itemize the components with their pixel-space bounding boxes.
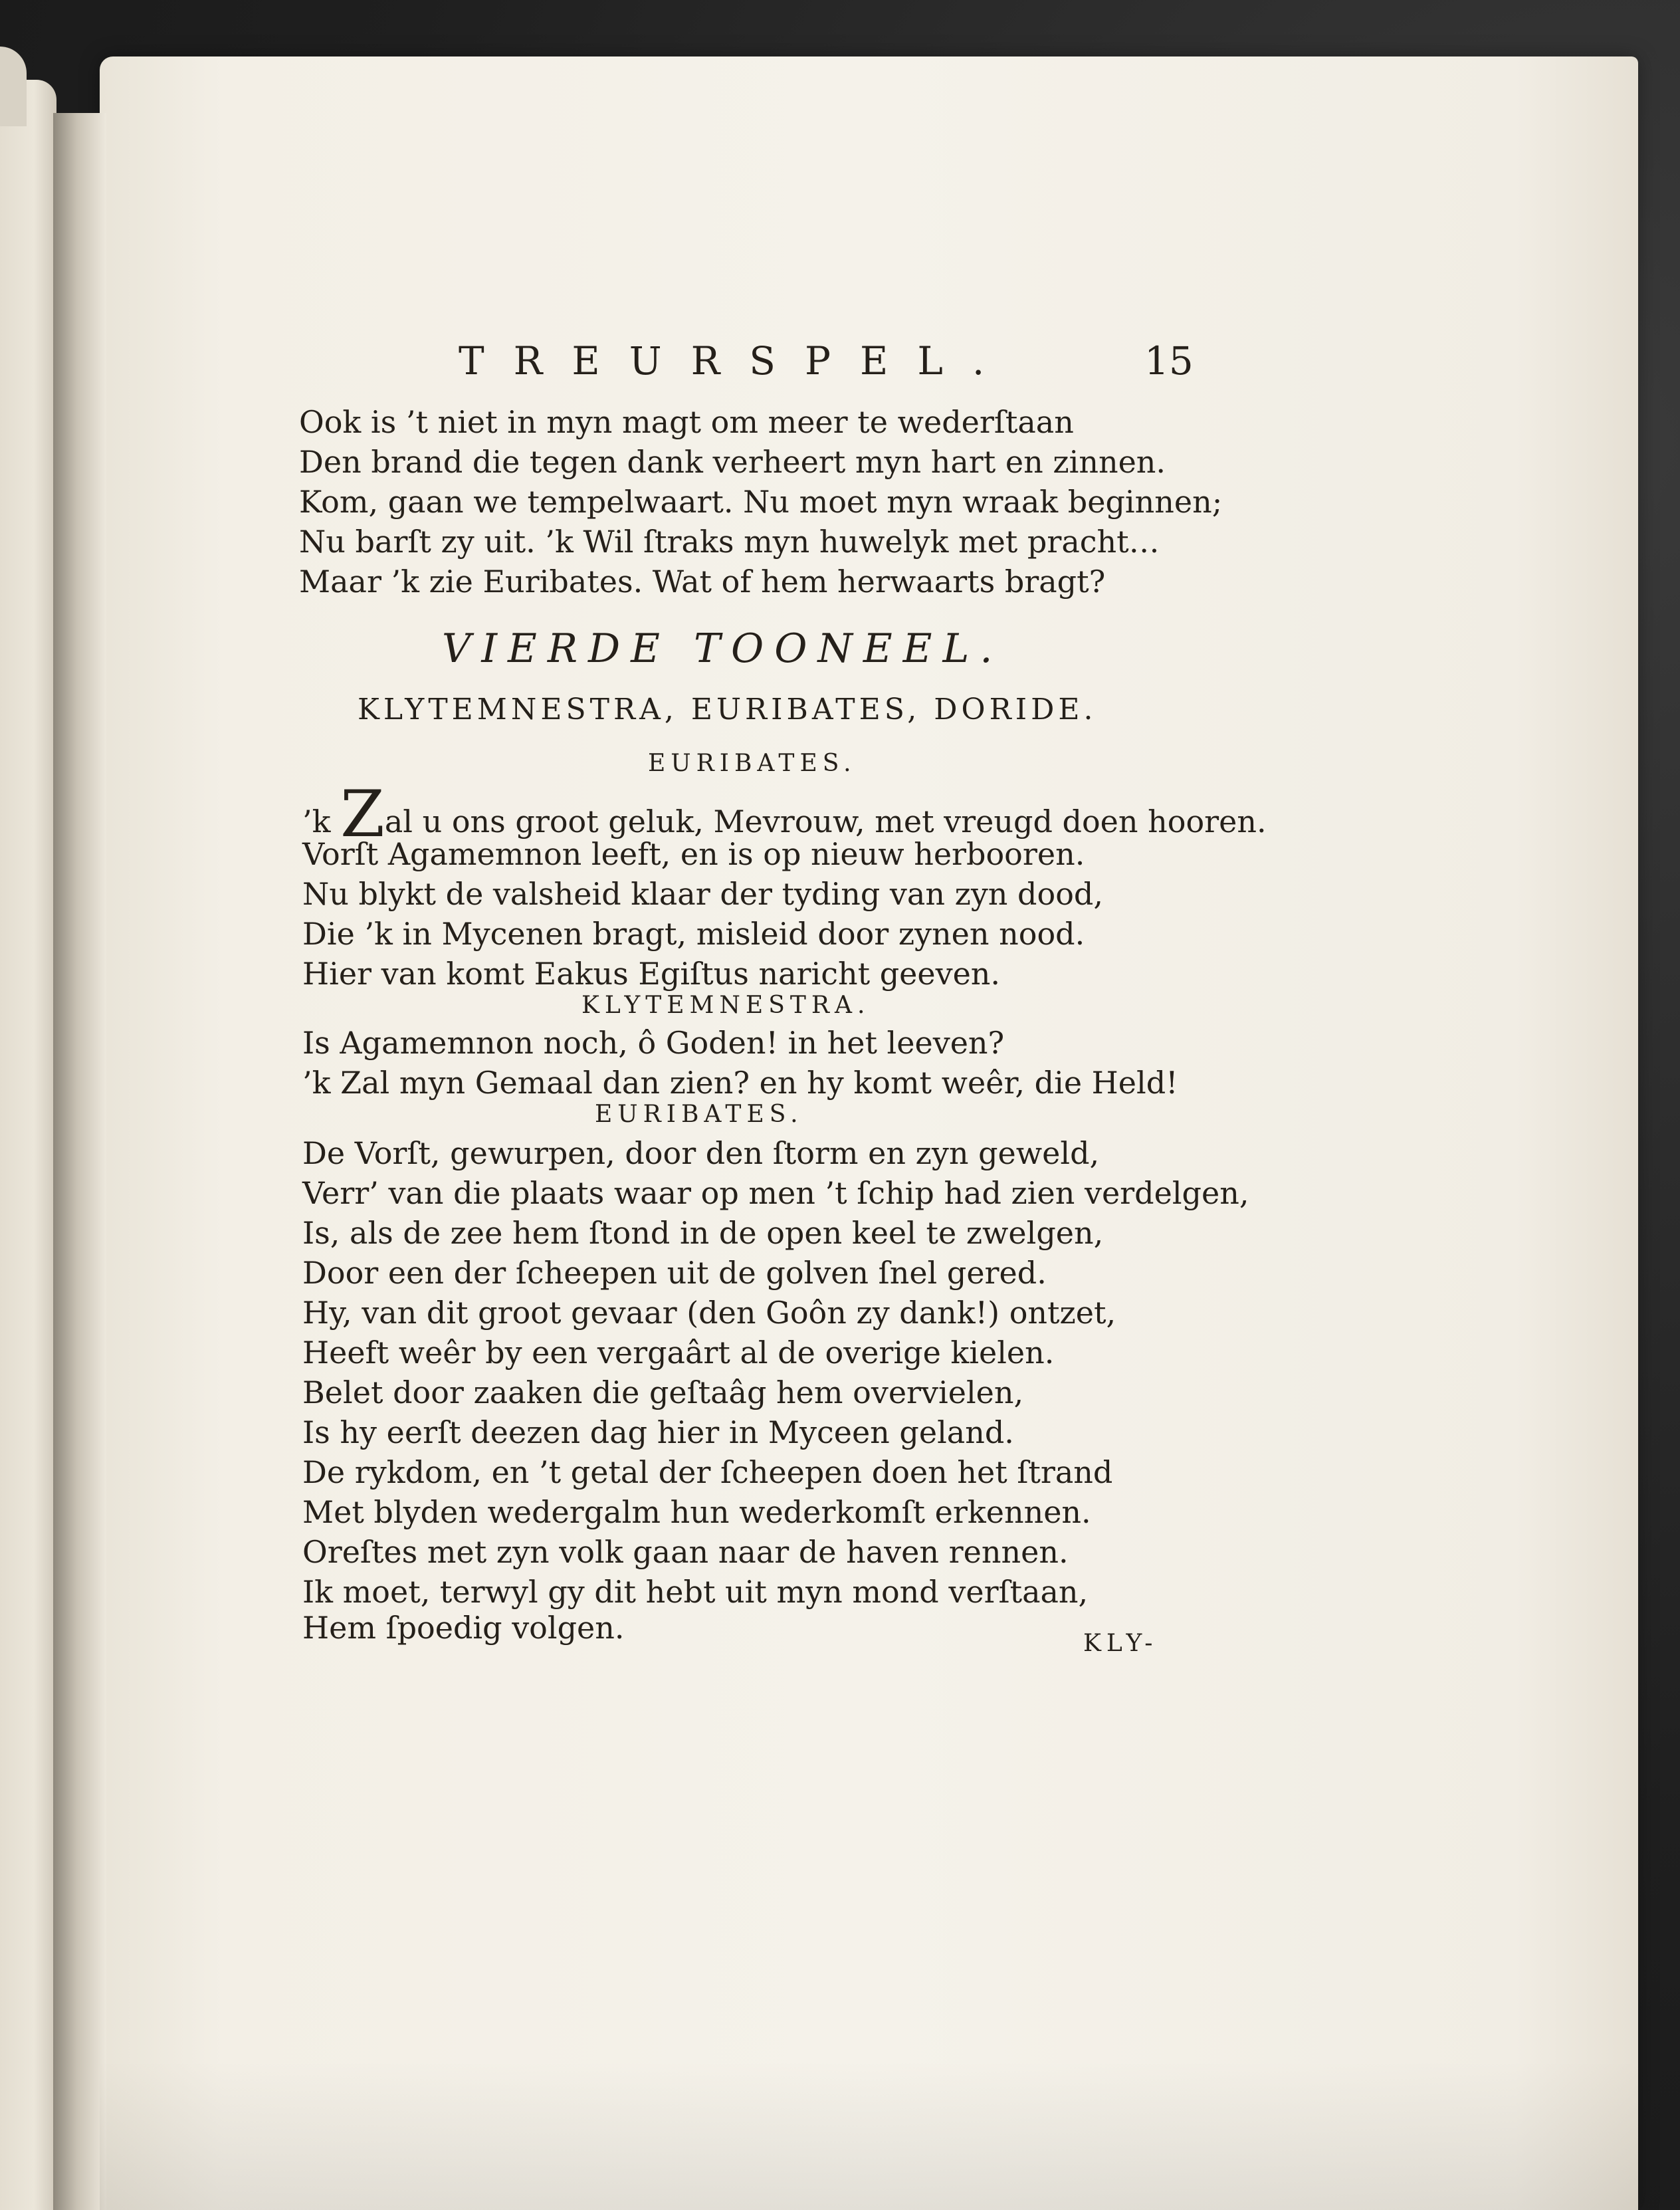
verse-line: Heeft weêr by een vergaârt al de overige kielen. [302, 1335, 1055, 1371]
verse-line: ’k Zal myn Gemaal dan zien? en hy komt weêr, die Held! [302, 1065, 1178, 1101]
speaker-name: KLYTEMNESTRA. [581, 992, 871, 1019]
cast-list: KLYTEMNESTRA, EURIBATES, DORIDE. [358, 693, 1097, 726]
speaker-name: EURIBATES. [595, 1101, 803, 1128]
verse-line: Ik moet, terwyl gy dit hebt uit myn mond verſtaan, [302, 1574, 1089, 1610]
verse-line: Den brand die tegen dank verheert myn hart en zinnen. [299, 444, 1166, 480]
verse-line: Hier van komt Eakus Egiſtus naricht geeven. [302, 956, 1001, 992]
verse-line: Oreſtes met zyn volk gaan naar de haven rennen. [302, 1534, 1069, 1570]
line-rest: al u ons groot geluk, Mevrouw, met vreugd doen hooren. [384, 804, 1267, 839]
verse-line: Hy, van dit groot gevaar (den Goôn zy dank!) ontzet, [302, 1295, 1116, 1331]
verse-line: De rykdom, en ’t getal der ſcheepen doen het ſtrand [302, 1454, 1113, 1490]
drop-capital: Z [340, 777, 385, 851]
page-number: 15 [1144, 338, 1194, 384]
line-prefix: ’k [302, 804, 331, 839]
verse-line: Die ’k in Mycenen bragt, misleid door zynen nood. [302, 916, 1085, 952]
verse-line-dropcap [302, 777, 1267, 851]
catchword: KLY- [1083, 1630, 1158, 1657]
verse-line: De Vorſt, gewurpen, door den ſtorm en zyn geweld, [302, 1135, 1100, 1171]
verse-line: Hem ſpoedig volgen. [302, 1610, 625, 1646]
speaker-name: EURIBATES. [648, 750, 857, 777]
verse-line: Is, als de zee hem ſtond in de open keel te zwelgen, [302, 1215, 1104, 1251]
verse-line: Met blyden wedergalm hun wederkomſt erkennen. [302, 1494, 1091, 1530]
verse-line: Maar ’k zie Euribates. Wat of hem herwaarts bragt? [299, 564, 1106, 600]
verse-line: Nu barſt zy uit. ’k Wil ſtraks myn huwelyk met pracht… [299, 524, 1160, 560]
verse-line: Verr’ van die plaats waar op men ’t ſchip had zien verdelgen, [302, 1175, 1249, 1211]
verse-line: Ook is ’t niet in myn magt om meer te wederſtaan [299, 404, 1074, 440]
verse-line: Is Agamemnon noch, ô Goden! in het leeven? [302, 1025, 1005, 1061]
verse-line: Vorſt Agamemnon leeft, en is op nieuw herbooren. [302, 836, 1085, 872]
verse-line: Nu blykt de valsheid klaar der tyding van zyn dood, [302, 876, 1103, 912]
verse-line: Belet door zaaken die geſtaâg hem overvielen, [302, 1375, 1024, 1410]
running-title: TREURSPEL. [459, 338, 1014, 384]
verse-line: Is hy eerſt deezen dag hier in Myceen geland. [302, 1414, 1014, 1450]
verse-line: Kom, gaan we tempelwaart. Nu moet myn wraak beginnen; [299, 484, 1223, 520]
verse-line: Door een der ſcheepen uit de golven ſnel gered. [302, 1255, 1047, 1291]
scene-title: VIERDE TOONEEL. [442, 625, 1003, 672]
